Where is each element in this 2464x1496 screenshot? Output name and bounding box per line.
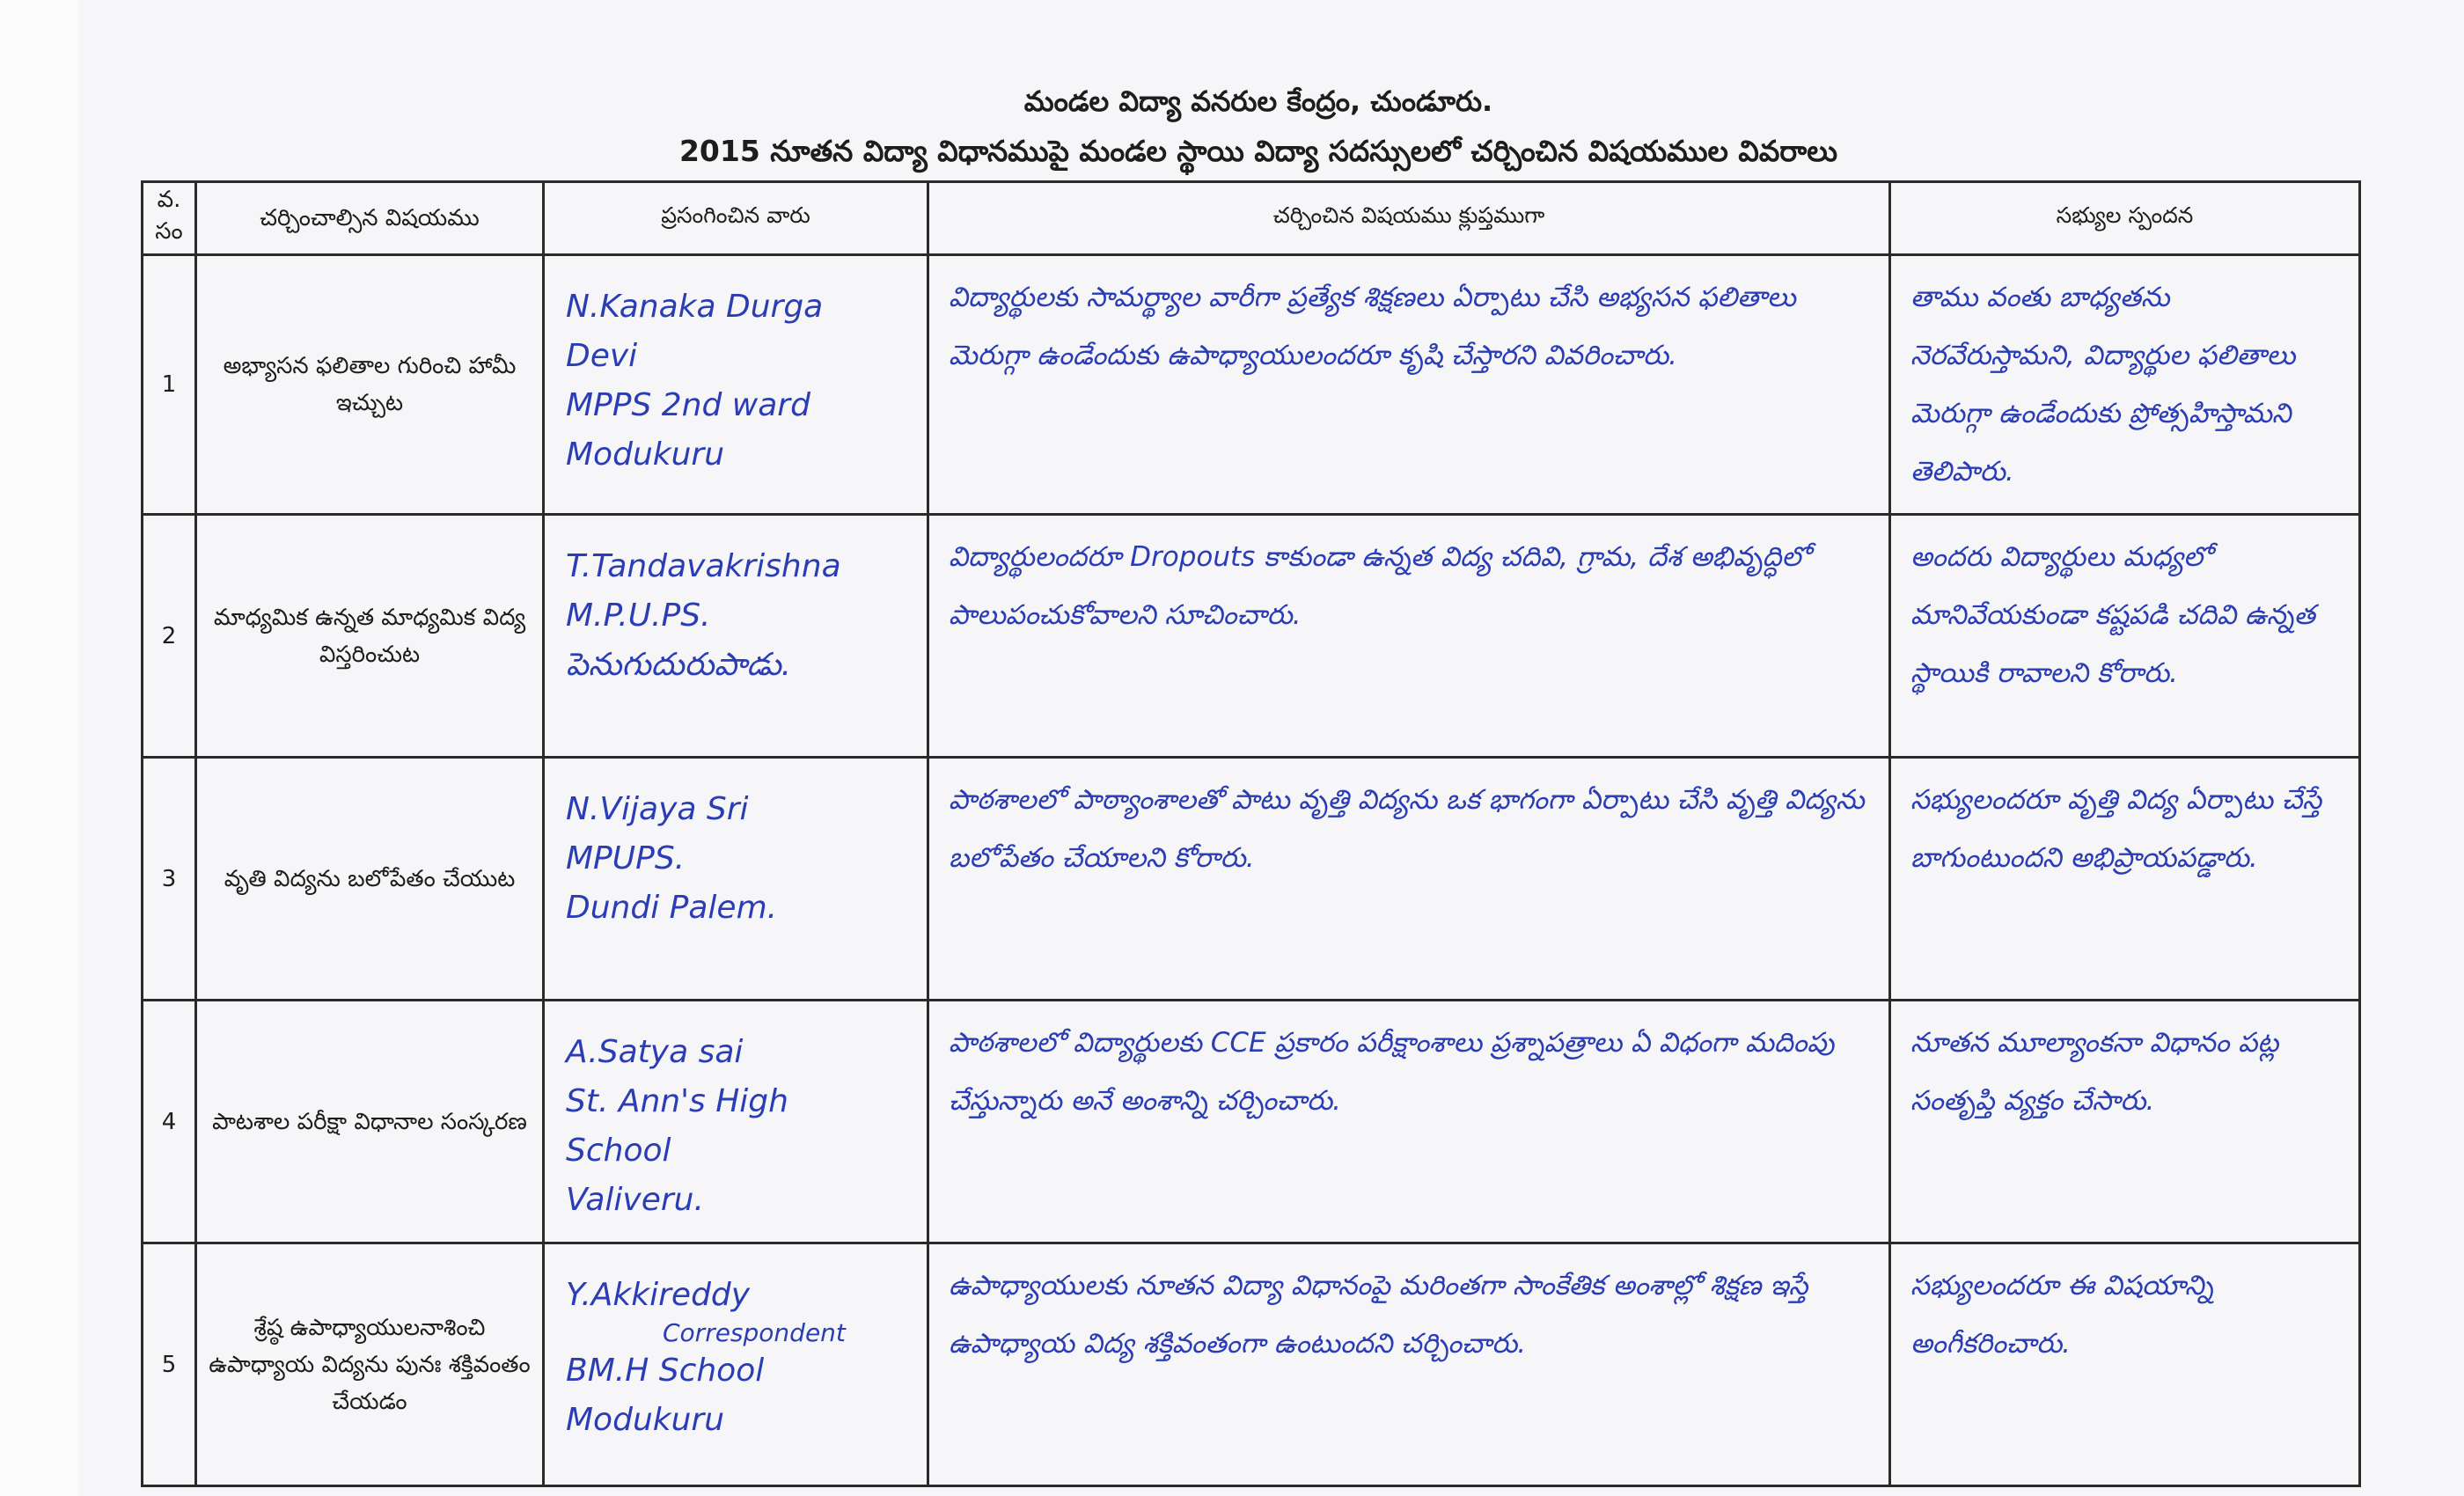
serial-number-cell: 4 [143,1001,196,1243]
document-subtitle: 2015 నూతన విద్యా విధానముపై మండల స్థాయి విద్యా సదస్సులలో చర్చించిన విషయముల వివరాలు [678,134,1838,168]
serial-number-cell: 1 [143,255,196,515]
table-header-row [143,182,2360,255]
speaker-cell [544,255,928,515]
column-header-response: సభ్యుల స్పందన [1890,182,2360,255]
table-row [143,758,2360,1001]
speaker-line: T.Tandavakrishna [566,548,841,584]
speaker-line: Y.Akkireddy [566,1277,751,1313]
topic-cell: పాటశాల పరీక్షా విధానాల సంస్కరణ [196,1001,544,1243]
response-cell: సభ్యులందరూ ఈ విషయాన్ని అంగీకరించారు. [1890,1243,2360,1486]
speaker-line: MPPS 2nd ward [566,387,810,423]
serial-number-cell: 2 [143,515,196,758]
topic-cell: వృతి విద్యను బలోపేతం చేయుట [196,758,544,1001]
discussion-cell: పాఠశాలలో పాఠ్యాంశాలతో పాటు వృత్తి విద్యను ఒక భాగంగా ఏర్పాటు చేసి వృత్తి విద్యను బలోపేతం చేయాలని కోరారు. [928,758,1890,1001]
speaker-cell [544,515,928,758]
speaker-cell [544,758,928,1001]
speaker-line: School [566,1133,671,1169]
discussion-cell: విద్యార్థులందరూ Dropouts కాకుండా ఉన్నత విద్య చదివి, గ్రామ, దేశ అభివృద్ధిలో పాలుపంచుకోవాలని సూచించారు. [928,515,1890,758]
speaker-line: Modukuru [566,1402,725,1438]
speaker-line: Correspondent [663,1318,846,1347]
document-title: మండల విద్యా వనరుల కేంద్రం, చుండూరు. [1023,84,1493,118]
speaker-line: N.Vijaya Sri [566,791,749,827]
table-row [143,1001,2360,1243]
scan-margin [0,0,79,1496]
speaker-line: St. Ann's High [566,1083,788,1119]
speaker-line: N.Kanaka Durga [566,289,824,325]
column-header-topic: చర్చించాల్సిన విషయము [196,182,544,255]
speaker-cell [544,1001,928,1243]
speaker-line: పెనుగుదురుపాడు. [566,647,792,683]
response-cell: నూతన మూల్యాంకనా విధానం పట్ల సంతృప్తి వ్యక్తం చేసారు. [1890,1001,2360,1243]
discussion-cell: విద్యార్థులకు సామర్థ్యాల వారీగా ప్రత్యేక శిక్షణలు ఏర్పాటు చేసి అభ్యసన ఫలితాలు మెరుగ్గా ఉండేందుకు ఉపాధ్యాయులందరూ కృషి చేస్తారని వివరించారు. [928,255,1890,515]
speaker-line: A.Satya sai [566,1034,744,1070]
response-cell: అందరు విద్యార్థులు మధ్యలో మానివేయకుండా కష్టపడి చదివి ఉన్నత స్థాయికి రావాలని కోరారు. [1890,515,2360,758]
speaker-line: Dundi Palem. [566,890,778,926]
discussion-cell: పాఠశాలలో విద్యార్థులకు CCE ప్రకారం పరీక్షాంశాలు ప్రశ్నాపత్రాలు ఏ విధంగా మదింపు చేస్తున్నారు అనే అంశాన్ని చర్చించారు. [928,1001,1890,1243]
speaker-line: M.P.U.PS. [566,598,711,634]
topic-cell: అభ్యాసన ఫలితాల గురించి హామీ ఇచ్చుట [196,255,544,515]
speaker-line: Valiveru. [566,1182,704,1218]
topic-cell: మాధ్యమిక ఉన్నత మాధ్యమిక విద్య విస్తరించుట [196,515,544,758]
speaker-line: Devi [566,338,638,374]
column-header-speaker: ప్రసంగించిన వారు [544,182,928,255]
serial-number-cell: 5 [143,1243,196,1486]
speaker-cell [544,1243,928,1486]
table-row [143,515,2360,758]
topic-cell: శ్రేష్ఠ ఉపాధ్యాయులనాశించి ఉపాధ్యాయ విద్యను పునః శక్తివంతం చేయడం [196,1243,544,1486]
column-header-serial: వ. సం [143,182,196,255]
discussion-table [141,180,2361,1487]
response-cell: తాము వంతు బాధ్యతను నెరవేరుస్తామని, విద్యార్థుల ఫలితాలు మెరుగ్గా ఉండేందుకు ప్రోత్సహిస్తామని తెలిపారు. [1890,255,2360,515]
table-row [143,255,2360,515]
speaker-line: BM.H School [566,1353,765,1389]
discussion-cell: ఉపాధ్యాయులకు నూతన విద్యా విధానంపై మరింతగా సాంకేతిక అంశాల్లో శిక్షణ ఇస్తే ఉపాధ్యాయ విద్య శక్తివంతంగా ఉంటుందని చర్చించారు. [928,1243,1890,1486]
response-cell: సభ్యులందరూ వృత్తి విద్య ఏర్పాటు చేస్తే బాగుంటుందని అభిప్రాయపడ్డారు. [1890,758,2360,1001]
speaker-line: Modukuru [566,436,725,473]
speaker-line: MPUPS. [566,840,686,876]
serial-number-cell: 3 [143,758,196,1001]
table-row [143,1243,2360,1486]
column-header-discussion: చర్చించిన విషయము క్లుప్తముగా [928,182,1890,255]
